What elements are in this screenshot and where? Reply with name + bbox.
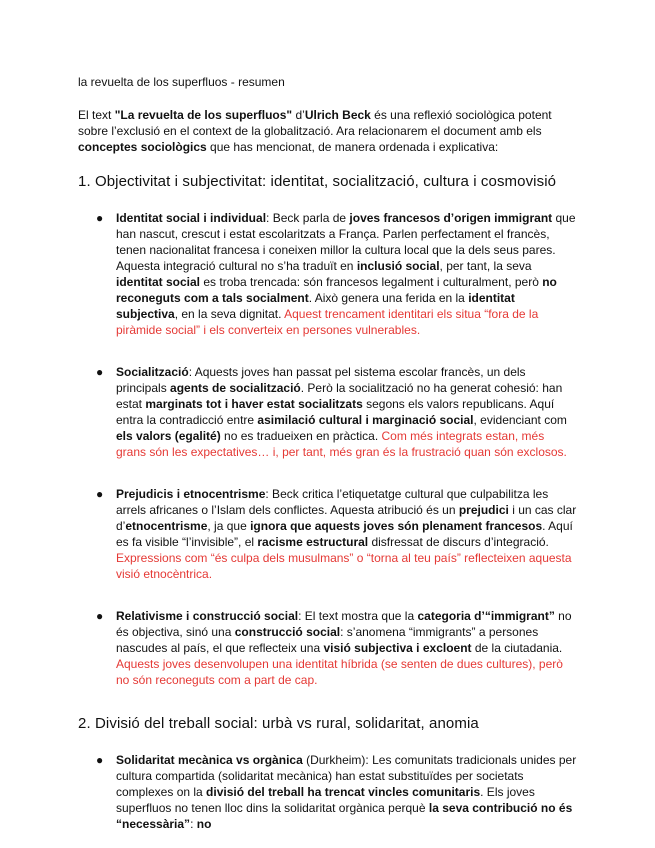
bullet-icon: ● <box>96 753 104 767</box>
section-1-heading: 1. Objectivitat i subjectivitat: identitat, socialització, cultura i cosmovisió <box>78 173 557 190</box>
list-item <box>78 210 577 338</box>
section-1-list <box>78 210 577 688</box>
bullet-icon: ● <box>96 365 104 379</box>
list-item-text: Prejudicis i etnocentrisme: Beck critica l’etiquetatge cultural que culpabilitza les arrels africanes o l’Islam dels conflictes. Aquesta atribució és un prejudici i un cas clar d’etnocentrisme, ja que ignora que aquests joves són plenament francesos. Aquí es fa visible “l’invisible”, el racisme estructural disfressat de discurs d’integració. Expressions com “és culpa dels musulmans” o “torna al teu país” reflecteixen aquesta visió etnocèntrica. <box>116 487 577 581</box>
list-item-text: Socialització: Aquests joves han passat pel sistema escolar francès, un dels principals agents de socialització. Però la socialització no ha generat cohesió: han estat marginats tot i haver estat socialitzats segons els valors republicans. Aquí entra la contradicció entre asimilació cultural i marginació social, evidenciant com els valors (egalité) no es tradueixen en pràctica. Com més integrats estan, més grans són les expectatives… i, per tant, més gran és la frustració quan són exclosos. <box>116 365 567 459</box>
bullet-icon: ● <box>96 487 104 501</box>
document-title: la revuelta de los superfluos - resumen <box>78 75 285 89</box>
list-item <box>78 752 577 832</box>
section-2-heading: 2. Divisió del treball social: urbà vs rural, solidaritat, anomia <box>78 715 479 732</box>
list-item-text: Relativisme i construcció social: El text mostra que la categoria d’“immigrant” no és objectiva, sinó una construcció social: s’anomena “immigrants” a persones nascudes al país, el que reflecteix una visió subjectiva i excloent de la ciutadania. Aquests joves desenvolupen una identitat híbrida (se senten de dues cultures), però no són reconeguts com a part de cap. <box>116 609 572 687</box>
list-item <box>78 486 577 582</box>
list-item-text: Solidaritat mecànica vs orgànica (Durkheim): Les comunitats tradicionals unides per cultura compartida (solidaritat mecànica) han estat substituïdes per societats complexes on la divisió del treball ha trencat vincles comunitaris. Els joves superfluos no tenen lloc dins la solidaritat orgànica perquè la seva contribució no és “necessària”: no <box>116 753 577 831</box>
bullet-icon: ● <box>96 609 104 623</box>
bullet-icon: ● <box>96 211 104 225</box>
section-2-list <box>78 752 577 832</box>
intro-paragraph: El text "La revuelta de los superfluos" d’Ulrich Beck és una reflexió sociològica potent sobre l’exclusió en el context de la globalització. Ara relacionarem el document amb els conceptes sociològics que has mencionat, de manera ordenada i explicativa: <box>78 108 552 154</box>
list-item <box>78 364 577 460</box>
list-item <box>78 608 577 688</box>
list-item-text: Identitat social i individual: Beck parla de joves francesos d’origen immigrant que han nascut, crescut i estat escolaritzats a França. Parlen perfectament el francès, tenen nacionalitat francesa i coneixen millor la cultura local que la dels seus pares. Aquesta integració cultural no s’ha traduït en inclusió social, per tant, la seva identitat social es troba trencada: són francesos legalment i culturalment, però no reconeguts com a tals socialment. Això genera una ferida en la identitat subjectiva, en la seva dignitat. Aquest trencament identitari els situa “fora de la piràmide social” i els converteix en persones vulnerables. <box>116 211 576 337</box>
